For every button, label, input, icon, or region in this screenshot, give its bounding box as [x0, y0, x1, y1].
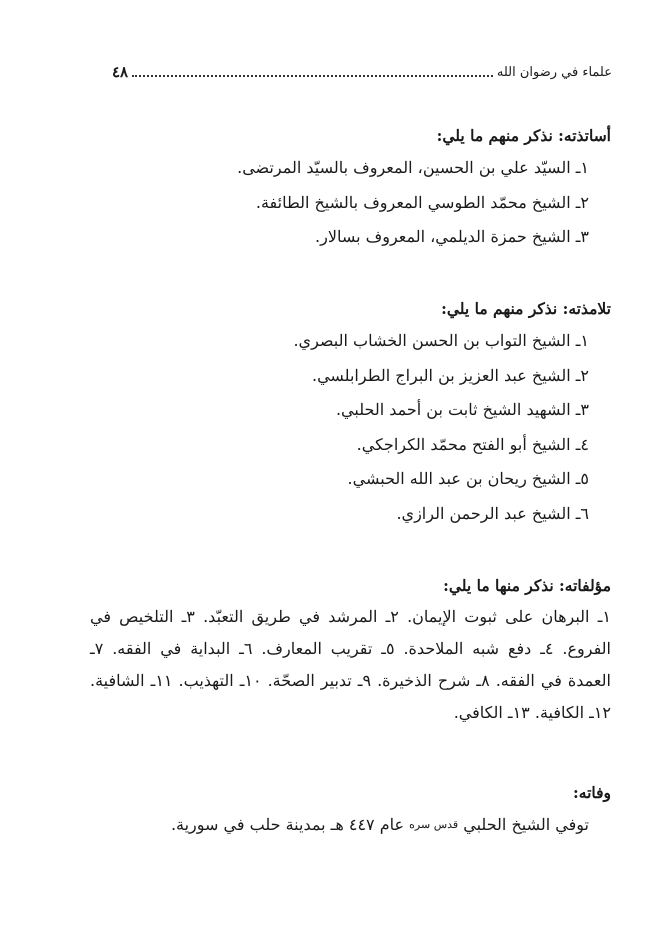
death-section [90, 778, 611, 842]
teachers-section [90, 121, 611, 255]
list-item: ٣ـ الشيخ حمزة الديلمي، المعروف بسالار. [315, 227, 589, 246]
work-item: ٨ـ شرح الذخيرة. [377, 671, 490, 690]
death-text [90, 808, 611, 842]
list-item: ٦ـ الشيخ عبد الرحمن الرازي. [396, 503, 589, 523]
list-item: ٤ـ الشيخ أبو الفتح محمّد الكراجكي. [356, 434, 589, 454]
list-item: ١ـ السيّد علي بن الحسين، المعروف بالسيّد المرتضى. [237, 158, 589, 177]
list-item: ٢ـ الشيخ عبد العزيز بن البراج الطرابلسي. [311, 365, 589, 385]
works-heading: مؤلفاته: نذكر منها ما يلي: [443, 576, 611, 595]
works-paragraph [90, 601, 611, 729]
work-item: ٤ـ دفع شبه الملاحدة. [403, 639, 554, 658]
running-header [112, 60, 612, 84]
students-list [90, 324, 611, 531]
work-item: ١٢ـ الكافية. [534, 703, 611, 722]
students-heading: تلامذته: نذكر منهم ما يلي: [441, 299, 611, 318]
teachers-heading: أساتذته: نذكر منهم ما يلي: [436, 126, 611, 145]
list-item: ١ـ الشيخ التواب بن الحسن الخشاب البصري. [293, 331, 589, 350]
work-item: ١ـ البرهان على ثبوت الإيمان. [407, 607, 611, 626]
page-number: ٤٨ [112, 63, 129, 81]
students-section [90, 294, 611, 531]
death-text-start: توفي الشيخ الحلبي [463, 815, 589, 834]
work-item: ٣ـ التلخيص في الفروع. [90, 607, 611, 658]
work-item: ٧ـ العمدة في الفقه. [90, 639, 611, 690]
work-item: ٥ـ تقريب المعارف. [261, 639, 395, 658]
work-item: ١٣ـ الكافي. [453, 703, 530, 722]
work-item: ١٠ـ التهذيب. [178, 671, 262, 690]
teachers-list [90, 151, 611, 255]
leader-dots [132, 75, 493, 77]
work-item: ٢ـ المرشد في طريق التعبّد. [203, 607, 399, 626]
book-title: علماء في رضوان الله [496, 64, 612, 80]
death-text-end: عام ٤٤٧ هـ بمدينة حلب في سورية. [170, 815, 405, 834]
work-item: ١١ـ الشافية. [90, 671, 173, 690]
list-item: ٢ـ الشيخ محمّد الطوسي المعروف بالشيخ الطائفة. [255, 192, 589, 212]
death-heading: وفاته: [573, 783, 611, 802]
works-section [90, 571, 611, 729]
list-item: ٣ـ الشهيد الشيخ ثابت بن أحمد الحلبي. [335, 400, 589, 419]
honorific-mark: قدس سره [409, 818, 459, 831]
work-item: ٦ـ البداية في الفقه. [112, 639, 253, 658]
list-item: ٥ـ الشيخ ريحان بن عبد الله الحبشي. [347, 469, 589, 488]
work-item: ٩ـ تدبير الصحّة. [267, 671, 372, 690]
